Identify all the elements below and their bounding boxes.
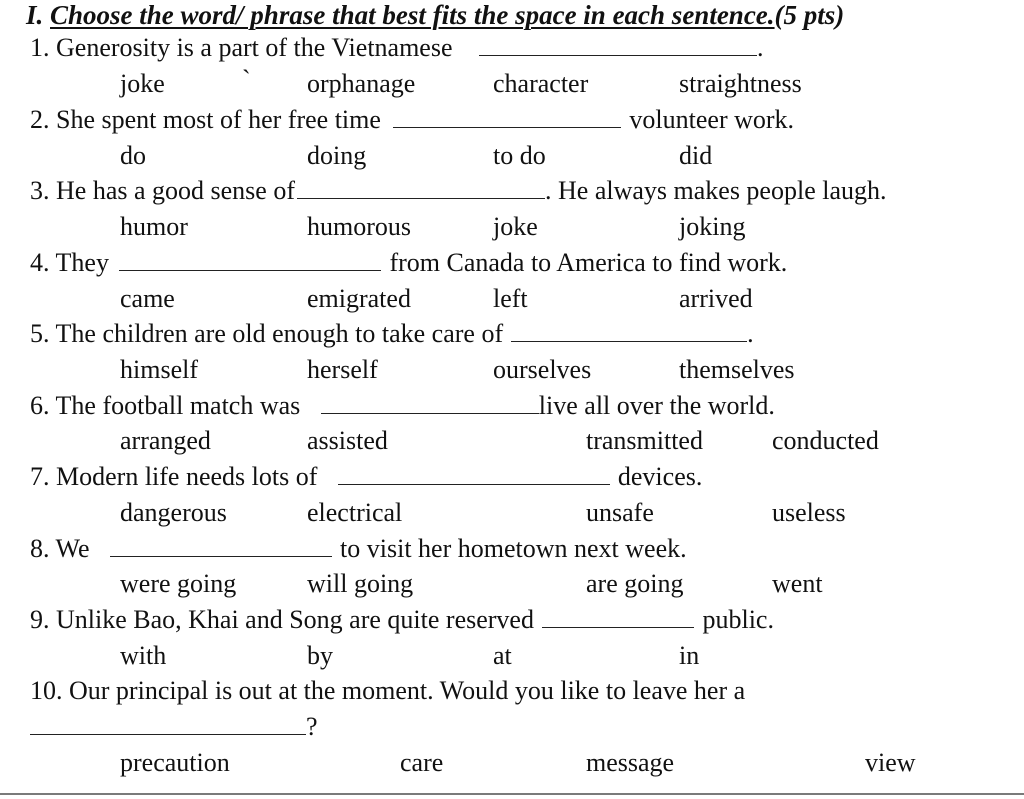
answer-blank	[393, 105, 621, 128]
question-text: He has a good sense of	[56, 176, 295, 205]
option: electrical	[307, 498, 403, 527]
bottom-border	[0, 793, 1024, 795]
option: care	[400, 748, 444, 777]
option: are going	[586, 569, 684, 598]
option: humor	[120, 212, 188, 241]
answer-blank	[479, 33, 757, 56]
option: will going	[307, 569, 414, 598]
question-10	[30, 675, 745, 707]
option: view	[865, 748, 916, 777]
exercise-title: Choose the word/ phrase that best fits the space in each sentence.	[50, 0, 775, 30]
question-text-after: . He always makes people laugh.	[545, 176, 887, 205]
option: joke	[493, 212, 538, 241]
question-text-after: public.	[702, 605, 774, 634]
option: humorous	[307, 212, 411, 241]
stray-mark: `	[242, 65, 251, 94]
option: message	[586, 748, 675, 777]
question-text-after: from Canada to America to find work.	[389, 248, 788, 277]
option: herself	[307, 355, 378, 384]
option: themselves	[679, 355, 795, 384]
option: dangerous	[120, 498, 227, 527]
option: at	[493, 641, 512, 670]
option: useless	[772, 498, 846, 527]
question-number: 7.	[30, 462, 50, 491]
question-3	[30, 175, 887, 207]
question-1	[30, 32, 764, 64]
option: to do	[493, 141, 546, 170]
question-text-after: to visit her hometown next week.	[340, 534, 687, 563]
question-text: Our principal is out at the moment. Would you like to leave her a	[69, 676, 746, 705]
question-number: 4.	[30, 248, 50, 277]
option: assisted	[307, 426, 388, 455]
option: orphanage	[307, 69, 416, 98]
option: arranged	[120, 426, 211, 455]
question-number: 8.	[30, 534, 50, 563]
option: character	[493, 69, 589, 98]
option: emigrated	[307, 284, 411, 313]
option: joking	[679, 212, 746, 241]
question-8	[30, 533, 687, 565]
answer-blank	[542, 605, 694, 628]
answer-blank	[119, 248, 381, 271]
option: were going	[120, 569, 237, 598]
question-text-after: ?	[306, 712, 318, 741]
option: ourselves	[493, 355, 592, 384]
question-number: 1.	[30, 33, 50, 62]
question-number: 2.	[30, 105, 50, 134]
option: with	[120, 641, 167, 670]
option: did	[679, 141, 713, 170]
question-6	[30, 390, 775, 422]
question-number: 6.	[30, 391, 50, 420]
question-2	[30, 104, 794, 136]
exercise-points: (5 pts)	[774, 0, 845, 30]
question-10-continued	[30, 711, 318, 743]
question-text: The football match was	[55, 391, 301, 420]
exercise-heading	[26, 0, 844, 32]
option: went	[772, 569, 823, 598]
answer-blank	[511, 319, 747, 342]
question-number: 10.	[30, 676, 63, 705]
answer-blank	[110, 534, 332, 557]
option: straightness	[679, 69, 802, 98]
question-text: She spent most of her free time	[56, 105, 381, 134]
exercise-number: I.	[26, 0, 44, 30]
option: joke	[120, 69, 165, 98]
question-number: 3.	[30, 176, 50, 205]
question-text: Modern life needs lots of	[56, 462, 318, 491]
question-text-after: live all over the world.	[538, 391, 775, 420]
question-text-after: .	[757, 33, 764, 62]
option: conducted	[772, 426, 879, 455]
option: transmitted	[586, 426, 703, 455]
option: came	[120, 284, 175, 313]
option: doing	[307, 141, 367, 170]
question-text-after: devices.	[617, 462, 703, 491]
option: by	[307, 641, 333, 670]
question-text-after: .	[747, 319, 754, 348]
answer-blank	[321, 391, 539, 414]
question-7	[30, 461, 702, 493]
question-text: They	[55, 248, 109, 277]
option: precaution	[120, 748, 230, 777]
question-text: We	[55, 534, 90, 563]
option: do	[120, 141, 146, 170]
option: himself	[120, 355, 198, 384]
question-4	[30, 247, 787, 279]
question-text: Unlike Bao, Khai and Song are quite reserved	[56, 605, 534, 634]
question-number: 9.	[30, 605, 50, 634]
option: in	[679, 641, 700, 670]
option: arrived	[679, 284, 753, 313]
answer-blank	[30, 712, 306, 735]
question-text: Generosity is a part of the Vietnamese	[56, 33, 453, 62]
answer-blank	[338, 462, 610, 485]
question-text: The children are old enough to take care of	[55, 319, 504, 348]
answer-blank	[297, 176, 545, 199]
option: unsafe	[586, 498, 654, 527]
question-text-after: volunteer work.	[629, 105, 795, 134]
question-9	[30, 604, 774, 636]
question-5	[30, 318, 754, 350]
question-number: 5.	[30, 319, 50, 348]
option: left	[493, 284, 528, 313]
